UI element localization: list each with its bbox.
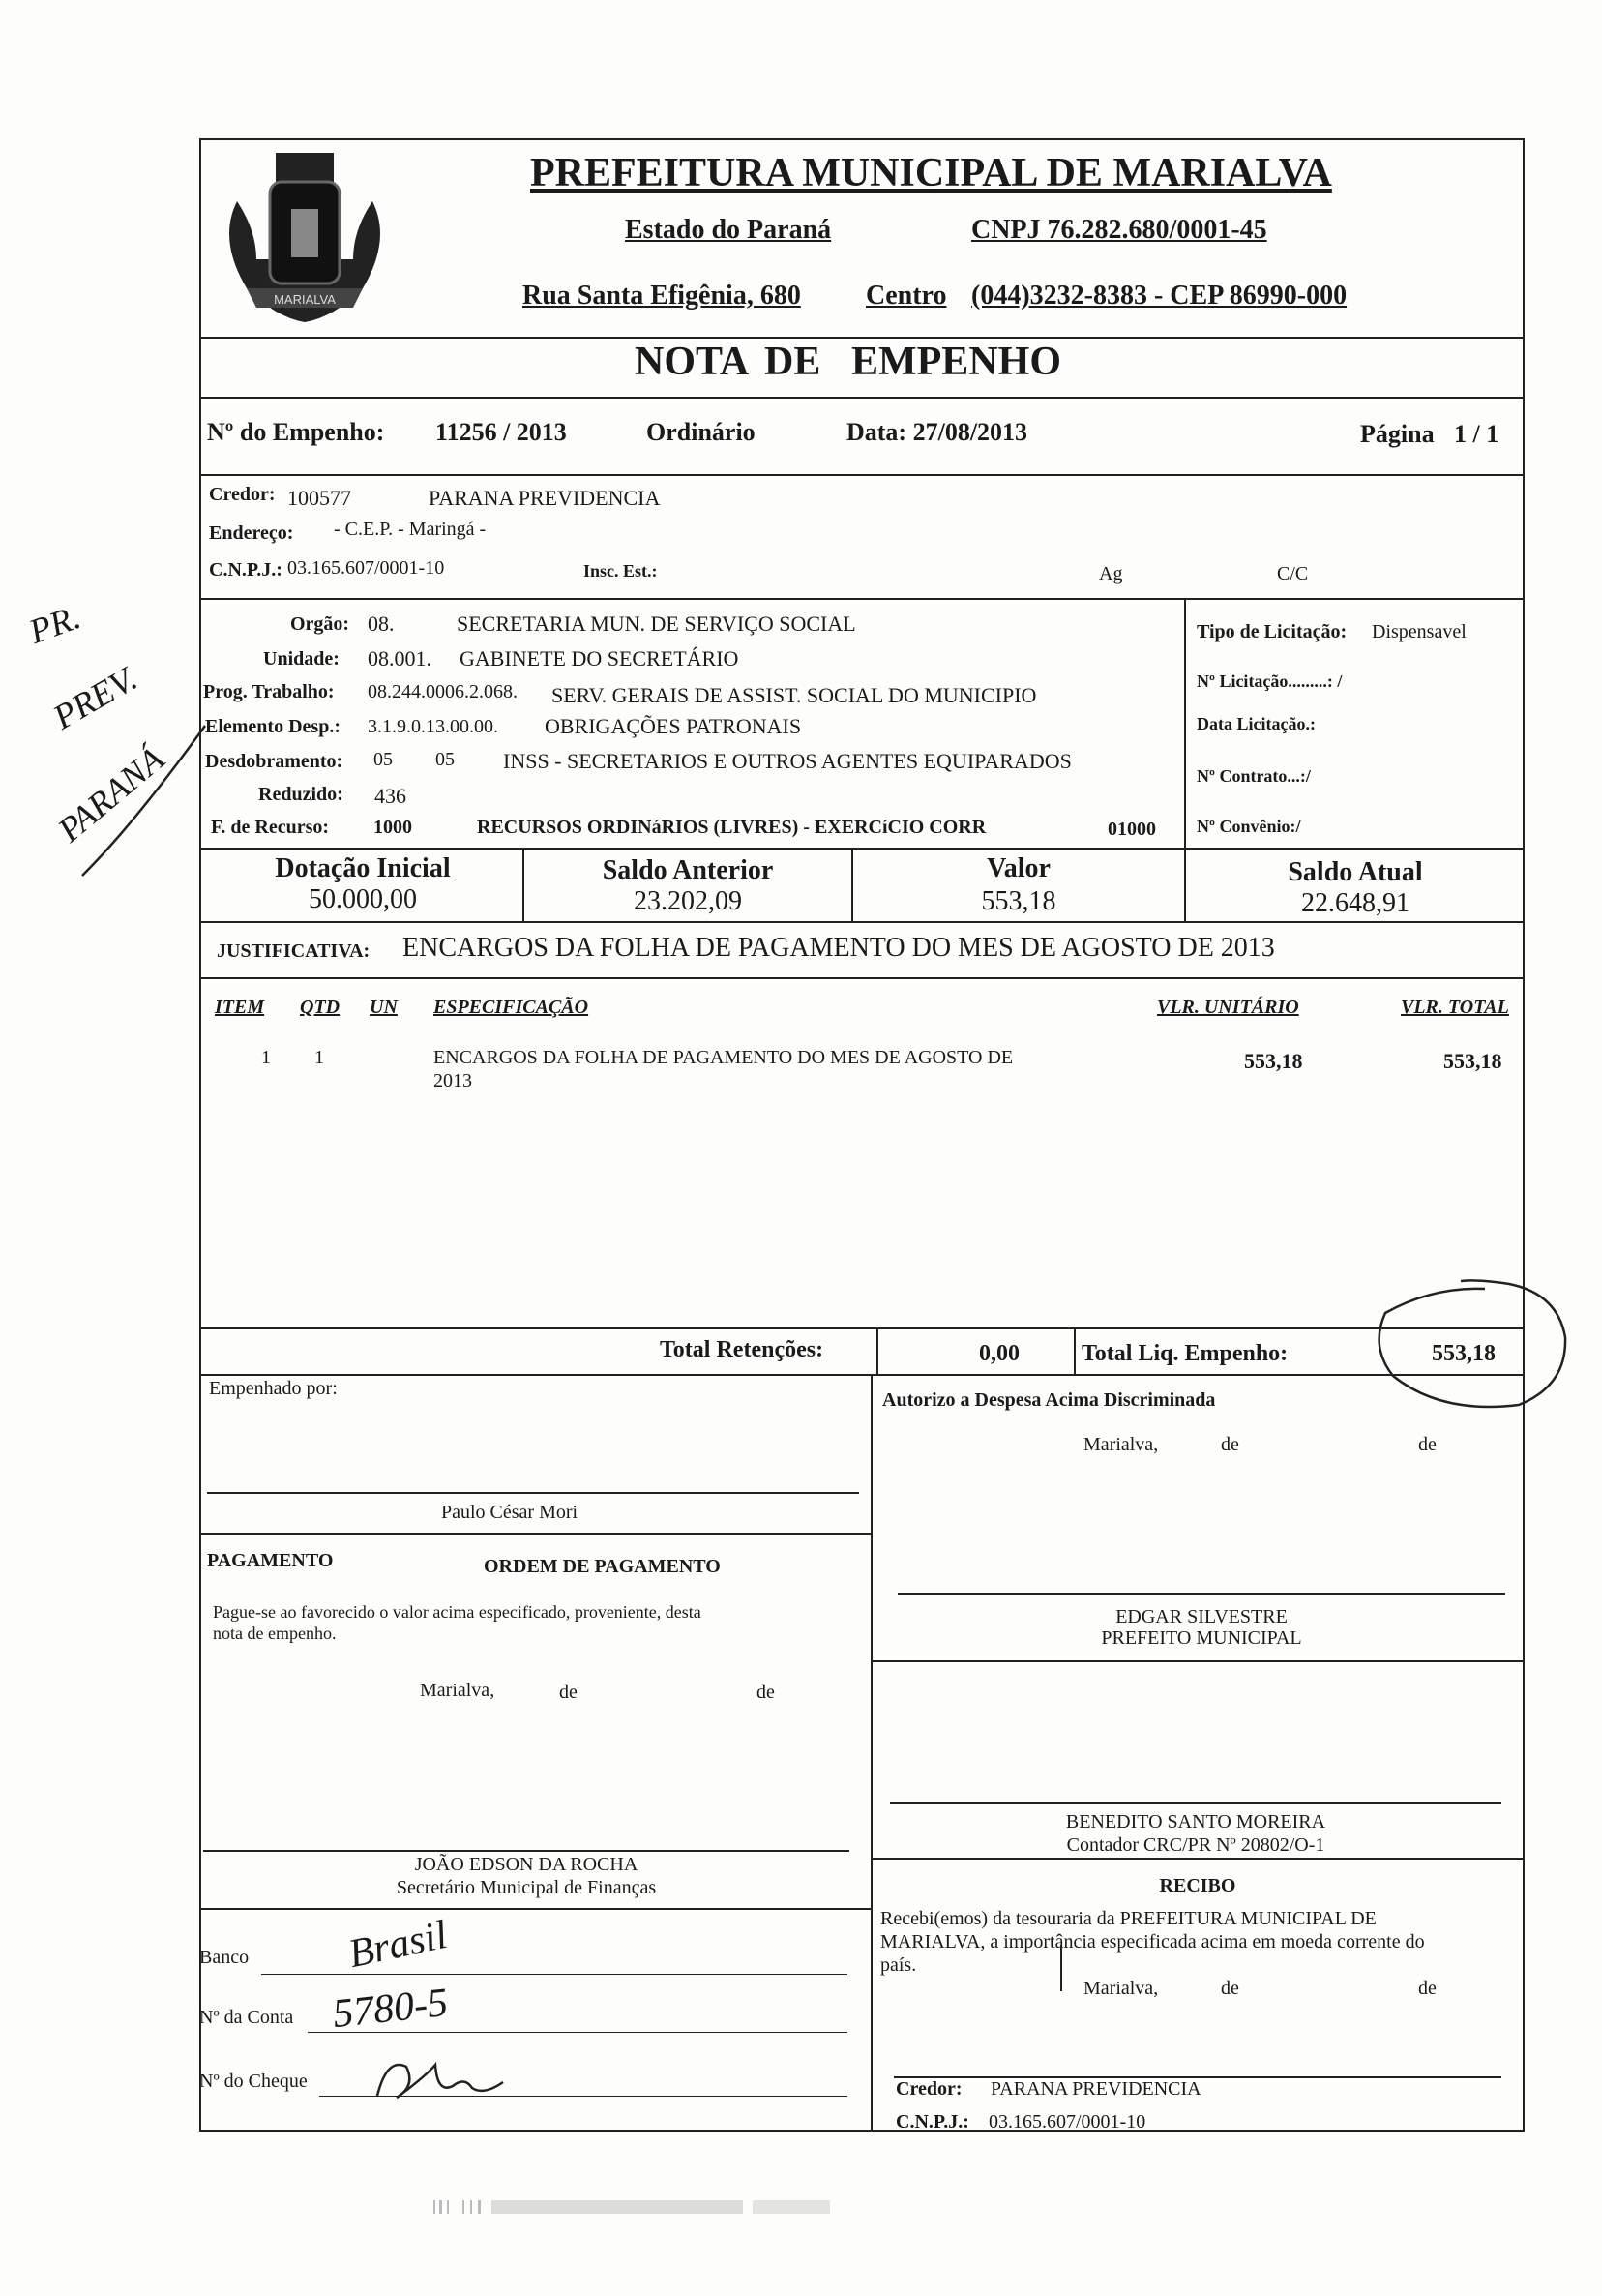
- valor-label: Valor: [987, 853, 1051, 883]
- cc-label: C/C: [1277, 563, 1309, 584]
- recibo-credor-label: Credor:: [896, 2078, 963, 2100]
- row-spec-line-2: 2013: [433, 1070, 472, 1091]
- empenho-date: Data: 27/08/2013: [846, 418, 1028, 446]
- recibo-text-1: Recebi(emos) da tesouraria da PREFEITURA MUNICIPAL DE: [880, 1908, 1377, 1929]
- doc-title-de: DE: [764, 340, 821, 384]
- secretario-title: Secretário Municipal de Finanças: [396, 1877, 657, 1898]
- autorizo-city: Marialva,: [1083, 1434, 1159, 1455]
- dotacao-value: 50.000,00: [309, 884, 417, 914]
- desdobramento-a: 05: [373, 749, 393, 770]
- reduzido-value: 436: [374, 784, 406, 808]
- state-name: Estado do Paraná: [625, 215, 832, 245]
- unidade-label: Unidade:: [263, 648, 340, 670]
- endereco-label: Endereço:: [209, 522, 294, 544]
- credor-name: PARANA PREVIDENCIA: [429, 486, 661, 510]
- municipality-title: PREFEITURA MUNICIPAL DE MARIALVA: [530, 151, 1332, 195]
- recibo-city: Marialva,: [1083, 1978, 1159, 1999]
- row-qtd: 1: [314, 1047, 324, 1068]
- margin-stroke-icon: [77, 716, 213, 880]
- desdobramento-label: Desdobramento:: [205, 751, 343, 772]
- prog-name: SERV. GERAIS DE ASSIST. SOCIAL DO MUNICIPIO: [551, 683, 1037, 707]
- pagamento-label: PAGAMENTO: [207, 1550, 334, 1571]
- prog-label: Prog. Trabalho:: [203, 681, 335, 702]
- desdobramento-b: 05: [435, 749, 455, 770]
- recurso-name: RECURSOS ORDINáRIOS (LIVRES) - EXERCíCIO CORR: [477, 817, 987, 838]
- unidade-name: GABINETE DO SECRETÁRIO: [460, 646, 739, 671]
- recibo-de-1: de: [1221, 1978, 1239, 1999]
- doc-title-nota: NOTA: [635, 340, 750, 384]
- row-unit-value: 553,18: [1244, 1049, 1303, 1073]
- recurso-label: F. de Recurso:: [211, 817, 330, 838]
- col-vlr-unitario: VLR. UNITÁRIO: [1157, 997, 1299, 1018]
- col-qtd: QTD: [300, 997, 341, 1018]
- pagamento-de-1: de: [559, 1682, 578, 1703]
- ag-label: Ag: [1099, 563, 1123, 584]
- prog-code: 08.244.0006.2.068.: [368, 681, 518, 702]
- retencoes-label: Total Retenções:: [660, 1337, 824, 1362]
- recurso-num: 01000: [1108, 819, 1156, 840]
- credor-address: - C.E.P. - Maringá -: [334, 519, 487, 540]
- contador-title: Contador CRC/PR Nº 20802/O-1: [1066, 1834, 1325, 1856]
- total-liq-value: 553,18: [1432, 1341, 1496, 1366]
- doc-title-empenho: EMPENHO: [851, 340, 1061, 384]
- phone-cep: (044)3232-8383 - CEP 86990-000: [971, 281, 1348, 311]
- secretario-name: JOÃO EDSON DA ROCHA: [414, 1854, 638, 1875]
- empenho-number: 11256 / 2013: [435, 418, 567, 446]
- handwritten-banco: Brasil: [344, 1912, 452, 1978]
- credor-label: Credor:: [209, 484, 276, 505]
- autorizo-de-2: de: [1418, 1434, 1437, 1455]
- recibo-credor-name: PARANA PREVIDENCIA: [991, 2078, 1202, 2100]
- saldo-anterior-label: Saldo Anterior: [602, 855, 774, 885]
- row-total-value: 553,18: [1443, 1049, 1502, 1073]
- pagamento-city: Marialva,: [420, 1680, 495, 1701]
- handwritten-conta: 5780-5: [330, 1980, 451, 2038]
- valor-value: 553,18: [981, 886, 1056, 916]
- scanner-barcode-icon: [433, 2196, 840, 2218]
- page-number: 1 / 1: [1454, 420, 1499, 448]
- prefeito-title: PREFEITO MUNICIPAL: [1101, 1627, 1302, 1649]
- desdobramento-name: INSS - SECRETARIOS E OUTROS AGENTES EQUIPARADOS: [503, 749, 1072, 773]
- col-especificacao: ESPECIFICAÇÃO: [433, 997, 589, 1018]
- retencoes-value: 0,00: [979, 1341, 1020, 1366]
- credor-cnpj: 03.165.607/0001-10: [287, 557, 445, 579]
- pagamento-text-1: Pague-se ao favorecido o valor acima especificado, proveniente, desta: [213, 1602, 701, 1622]
- empenho-label: Nº do Empenho:: [207, 418, 385, 446]
- prefeito-name: EDGAR SILVESTRE: [1115, 1606, 1288, 1627]
- autorizo-label: Autorizo a Despesa Acima Discriminada: [882, 1389, 1216, 1411]
- justificativa-label: JUSTIFICATIVA:: [217, 940, 371, 962]
- saldo-atual-label: Saldo Atual: [1288, 857, 1423, 887]
- insc-est-label: Insc. Est.:: [583, 561, 658, 581]
- handwritten-circle-icon: [1374, 1269, 1577, 1424]
- recibo-text-2: MARIALVA, a importância especificada acima em moeda corrente do: [880, 1931, 1425, 1953]
- col-vlr-total: VLR. TOTAL: [1401, 997, 1509, 1018]
- recibo-cnpj: 03.165.607/0001-10: [989, 2111, 1146, 2132]
- total-liq-label: Total Liq. Empenho:: [1082, 1341, 1289, 1366]
- seal-text: MARIALVA: [274, 292, 336, 307]
- orgao-label: Orgão:: [290, 613, 350, 635]
- empenho-type: Ordinário: [646, 418, 756, 446]
- recibo-cnpj-label: C.N.P.J.:: [896, 2111, 969, 2132]
- margin-note-1: PR.: [23, 597, 86, 651]
- street-address: Rua Santa Efigênia, 680: [522, 281, 801, 311]
- tipo-licitacao-label: Tipo de Licitação:: [1197, 621, 1348, 642]
- empenhado-name: Paulo César Mori: [441, 1502, 578, 1523]
- empenhado-label: Empenhado por:: [209, 1378, 338, 1399]
- row-spec-line-1: ENCARGOS DA FOLHA DE PAGAMENTO DO MES DE AGOSTO DE: [433, 1047, 1014, 1068]
- recibo-de-2: de: [1418, 1978, 1437, 1999]
- cnpj-label: C.N.P.J.:: [209, 559, 282, 581]
- contador-name: BENEDITO SANTO MOREIRA: [1065, 1811, 1326, 1833]
- cheque-label: Nº do Cheque: [199, 2071, 308, 2092]
- unidade-code: 08.001.: [368, 646, 431, 671]
- margin-note-2: PREV.: [46, 658, 144, 737]
- autorizo-de-1: de: [1221, 1434, 1239, 1455]
- municipality-cnpj: CNPJ 76.282.680/0001-45: [971, 215, 1267, 245]
- reduzido-label: Reduzido:: [258, 784, 343, 805]
- recibo-text-3: país.: [880, 1954, 917, 1976]
- elemento-label: Elemento Desp.:: [205, 716, 341, 737]
- banco-label: Banco: [199, 1947, 250, 1968]
- ordem-pagamento-label: ORDEM DE PAGAMENTO: [484, 1556, 721, 1577]
- orgao-code: 08.: [368, 611, 395, 636]
- handwritten-signature-icon: [368, 2047, 513, 2105]
- conta-label: Nº da Conta: [199, 2007, 294, 2028]
- pagamento-text-2: nota de empenho.: [213, 1624, 337, 1643]
- margin-note-3: PARANÁ: [50, 739, 172, 850]
- row-item: 1: [261, 1047, 271, 1068]
- numero-licitacao: Nº Licitação.........: /: [1197, 671, 1343, 691]
- recurso-code: 1000: [373, 817, 412, 838]
- elemento-name: OBRIGAÇÕES PATRONAIS: [545, 714, 802, 738]
- orgao-name: SECRETARIA MUN. DE SERVIÇO SOCIAL: [457, 611, 856, 636]
- pagamento-de-2: de: [756, 1682, 775, 1703]
- district: Centro: [866, 281, 947, 311]
- col-item: ITEM: [215, 997, 265, 1018]
- dotacao-label: Dotação Inicial: [275, 853, 451, 883]
- data-licitacao: Data Licitação.:: [1197, 714, 1316, 733]
- saldo-anterior-value: 23.202,09: [634, 886, 742, 916]
- numero-convenio: Nº Convênio:/: [1197, 817, 1301, 836]
- col-un: UN: [370, 997, 398, 1018]
- tipo-licitacao-value: Dispensavel: [1372, 621, 1467, 642]
- page-label: Página: [1360, 420, 1435, 448]
- saldo-atual-value: 22.648,91: [1301, 888, 1409, 918]
- elemento-code: 3.1.9.0.13.00.00.: [368, 716, 498, 737]
- recibo-label: RECIBO: [1159, 1875, 1236, 1896]
- credor-code: 100577: [287, 486, 351, 510]
- justificativa-text: ENCARGOS DA FOLHA DE PAGAMENTO DO MES DE AGOSTO DE 2013: [402, 933, 1275, 963]
- numero-contrato: Nº Contrato...:/: [1197, 766, 1311, 786]
